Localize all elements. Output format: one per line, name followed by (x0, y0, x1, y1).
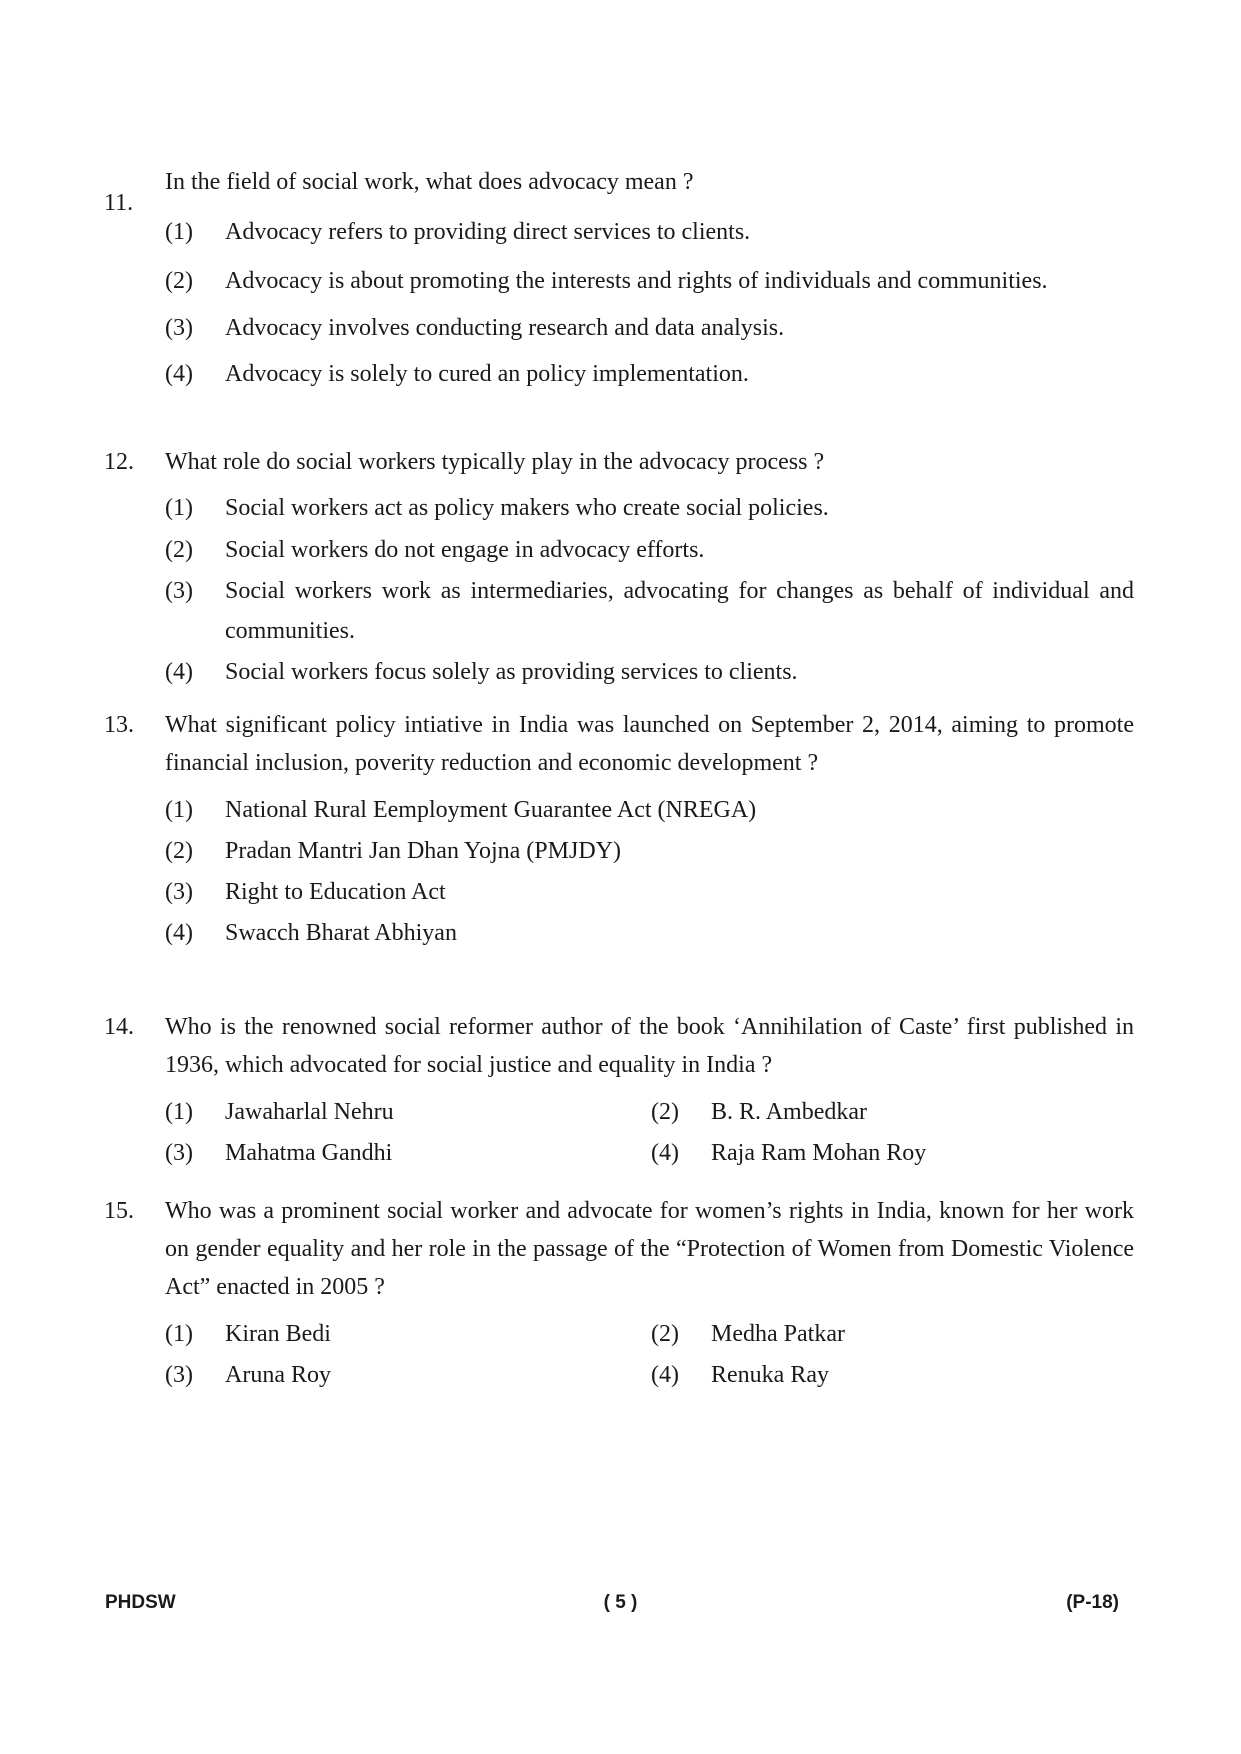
option-3: (3) Aruna Roy (165, 1362, 331, 1388)
question-number: 12. (104, 449, 134, 475)
option-2: (2) Medha Patkar (651, 1321, 845, 1347)
option-2: (2) Pradan Mantri Jan Dhan Yojna (PMJDY) (165, 838, 621, 864)
question-13 (104, 706, 1134, 954)
question-text: What role do social workers typically play in the advocacy process ? (165, 449, 825, 475)
option-4: (4) Swacch Bharat Abhiyan (165, 920, 457, 946)
option-4: (4) Advocacy is solely to cured an policy implementation. (165, 361, 749, 387)
page-footer (0, 1592, 1241, 1622)
option-4: (4) Renuka Ray (651, 1362, 829, 1388)
paper-code: PHDSW (105, 1592, 176, 1613)
question-text: Who was a prominent social worker and advocate for women’s rights in India, known for her work on gender equality and her role in the passage of the “Protection of Women from Domestic Violence Act” enacted in 2005 ? (165, 1198, 1134, 1300)
option-2: (2) Advocacy is about promoting the interests and rights of individuals and communities. (165, 268, 1048, 294)
option-4: (4) Social workers focus solely as providing services to clients. (165, 659, 798, 685)
option-3: (3) Right to Education Act (165, 879, 446, 905)
option-1: (1) Advocacy refers to providing direct services to clients. (165, 219, 751, 245)
option-2: (2) Social workers do not engage in advocacy efforts. (165, 537, 705, 563)
question-14 (104, 1008, 1134, 1174)
question-text: Who is the renowned social reformer author of the book ‘Annihilation of Caste’ first published in 1936, which advocated for social justice and equality in India ? (165, 1014, 1134, 1078)
option-1: (1) Kiran Bedi (165, 1321, 331, 1347)
question-number: 14. (104, 1014, 134, 1040)
question-text: In the field of social work, what does advocacy mean ? (165, 169, 694, 195)
option-3: (3) Social workers work as intermediaries, advocating for changes as behalf of individual and communities. (165, 578, 1134, 644)
question-number: 13. (104, 712, 134, 738)
option-4: (4) Raja Ram Mohan Roy (651, 1140, 927, 1166)
question-number: 15. (104, 1198, 134, 1224)
paper-series: (P-18) (1066, 1592, 1119, 1613)
option-1: (1) Jawaharlal Nehru (165, 1099, 394, 1125)
question-15 (104, 1192, 1134, 1396)
option-3: (3) Advocacy involves conducting research and data analysis. (165, 315, 785, 341)
question-12 (104, 441, 1134, 693)
option-1: (1) Social workers act as policy makers who create social policies. (165, 495, 829, 521)
question-text: What significant policy intiative in India was launched on September 2, 2014, aiming to promote financial inclusion, poverity reduction and economic development ? (165, 712, 1134, 776)
option-2: (2) B. R. Ambedkar (651, 1099, 867, 1125)
page-number: ( 5 ) (603, 1592, 638, 1613)
option-3: (3) Mahatma Gandhi (165, 1140, 393, 1166)
question-number: 11. (104, 190, 134, 216)
option-1: (1) National Rural Eemployment Guarantee Act (NREGA) (165, 797, 757, 823)
question-11 (104, 169, 1134, 395)
